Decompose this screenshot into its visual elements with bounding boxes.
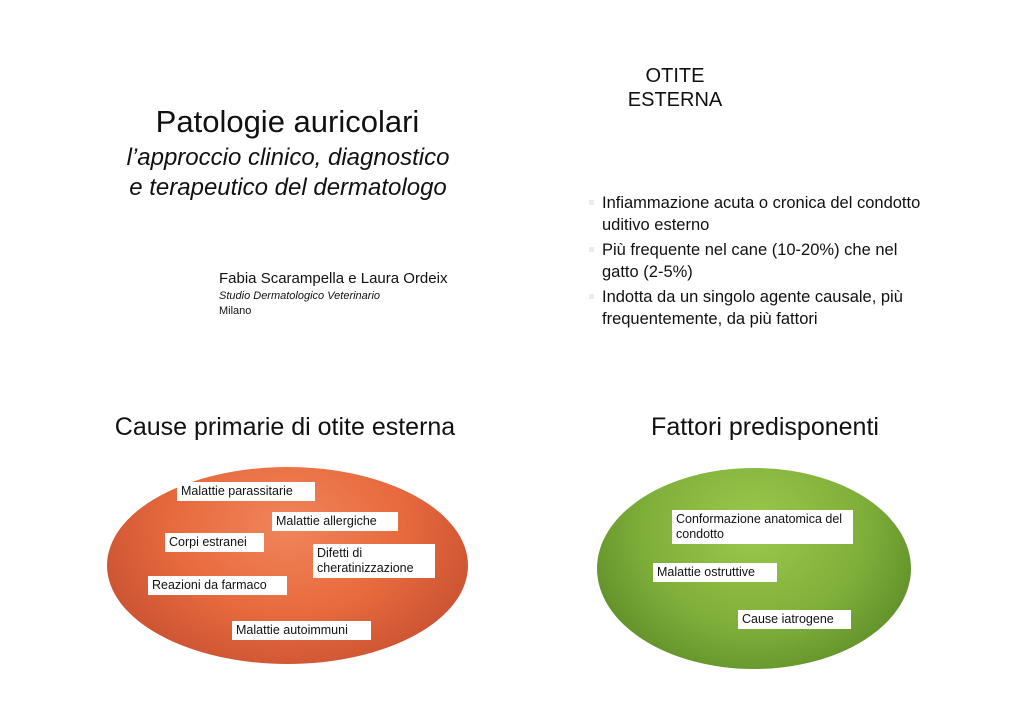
slide2-title-line1: OTITE — [645, 65, 705, 87]
bullet-text: Indotta da un singolo agente causale, più frequentemente, da più fattori — [602, 288, 903, 328]
slide2-title — [600, 64, 750, 112]
bullet-item — [585, 192, 935, 236]
slide1-title: Patologie auricolari — [155, 104, 420, 139]
cause-box-allergiche: Malattie allergiche — [272, 512, 398, 531]
slide4-heading: Fattori predisponenti — [651, 413, 879, 441]
slide1-authors: Fabia Scarampella e Laura Ordeix — [219, 270, 448, 287]
slide2-title-line2: ESTERNA — [627, 89, 723, 111]
cause-box-corpi-estranei: Corpi estranei — [165, 533, 264, 552]
slide1-studio: Studio Dermatologico Veterinario — [219, 290, 381, 302]
slide1-subtitle-line1: l’approccio clinico, diagnostico — [126, 144, 450, 171]
slide1-city: Milano — [219, 305, 252, 317]
bullet-square-icon — [589, 294, 594, 299]
cause-box-cheratinizzazione: Difetti di cheratinizzazione — [313, 544, 435, 578]
bullet-square-icon — [589, 247, 594, 252]
factor-box-conformazione: Conformazione anatomica del condotto — [672, 510, 853, 544]
factor-box-iatrogene: Cause iatrogene — [738, 610, 851, 629]
cause-box-parassitarie: Malattie parassitarie — [177, 482, 315, 501]
factor-box-ostruttive: Malattie ostruttive — [653, 563, 777, 582]
cause-box-reazioni-farmaco: Reazioni da farmaco — [148, 576, 287, 595]
bullet-text: Più frequente nel cane (10-20%) che nel gatto (2-5%) — [602, 241, 898, 281]
slide3-heading: Cause primarie di otite esterna — [114, 413, 456, 441]
cause-box-autoimmuni: Malattie autoimmuni — [232, 621, 371, 640]
slide2-bullet-list — [585, 192, 935, 333]
bullet-item — [585, 286, 935, 330]
slide1-subtitle-line2: e terapeutico del dermatologo — [129, 174, 447, 201]
bullet-text: Infiammazione acuta o cronica del condotto uditivo esterno — [602, 194, 921, 234]
bullet-item — [585, 239, 935, 283]
bullet-square-icon — [589, 200, 594, 205]
